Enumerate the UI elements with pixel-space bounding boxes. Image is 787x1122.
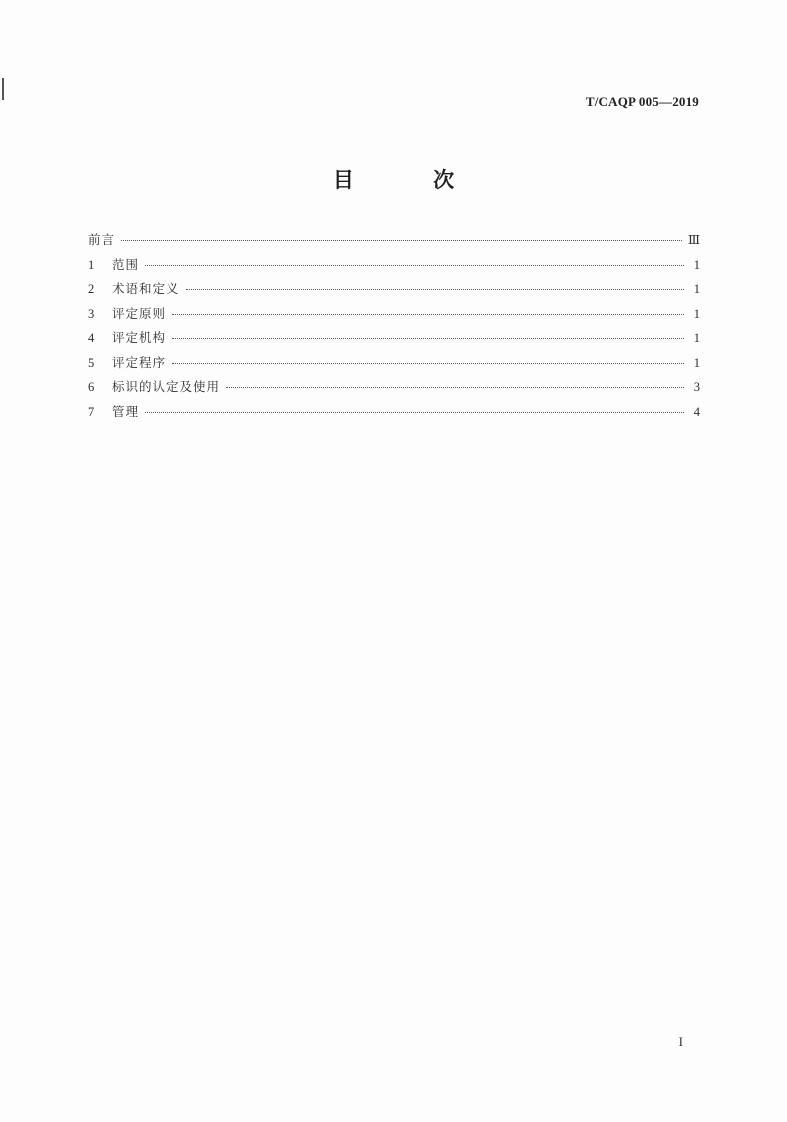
toc-entry-page: 1 xyxy=(693,331,700,345)
toc-entry-number: 5 xyxy=(88,355,95,370)
toc-entry-number: 6 xyxy=(88,380,95,394)
toc-entry-number: 7 xyxy=(88,404,95,419)
page-number: I xyxy=(678,1034,683,1049)
toc-entry-label: 范围 xyxy=(112,256,140,272)
toc-entry-institution[interactable] xyxy=(88,328,700,353)
toc-entry-label: 术语和定义 xyxy=(112,281,180,296)
toc-entry-page: 1 xyxy=(693,282,700,296)
toc-leader-dots xyxy=(172,338,684,339)
toc-entry-page: 3 xyxy=(693,380,700,394)
toc-entry-page: 4 xyxy=(693,404,700,419)
toc-leader-dots xyxy=(145,265,684,266)
toc-leader-dots xyxy=(172,363,684,364)
toc-entry-page: 1 xyxy=(693,355,700,370)
toc-leader-dots xyxy=(226,387,684,388)
toc-entry-label: 前言 xyxy=(88,232,116,247)
table-of-contents xyxy=(88,230,700,426)
toc-entry-page: 1 xyxy=(693,257,700,272)
toc-title: 目 次 xyxy=(332,168,491,192)
toc-entry-terms[interactable] xyxy=(88,279,700,304)
toc-entry-number: 1 xyxy=(88,257,95,272)
toc-entry-label: 评定机构 xyxy=(112,330,167,345)
document-code: T/CAQP 005—2019 xyxy=(585,94,699,109)
toc-leader-dots xyxy=(186,289,684,290)
toc-entry-number: 4 xyxy=(88,331,95,345)
toc-entry-label: 评定原则 xyxy=(112,305,167,321)
toc-entry-page: 1 xyxy=(693,306,700,321)
toc-leader-dots xyxy=(145,412,684,413)
toc-entry-label: 评定程序 xyxy=(112,354,167,370)
toc-entry-scope[interactable] xyxy=(88,255,700,280)
toc-entry-procedure[interactable] xyxy=(88,353,700,378)
toc-entry-marking[interactable] xyxy=(88,377,700,402)
toc-leader-dots xyxy=(121,240,682,241)
toc-entry-label: 管理 xyxy=(112,403,140,419)
toc-entry-number: 3 xyxy=(88,306,95,321)
toc-entry-management[interactable] xyxy=(88,402,700,427)
toc-entry-label: 标识的认定及使用 xyxy=(112,379,221,394)
toc-entry-number: 2 xyxy=(88,282,95,296)
toc-entry-foreword[interactable] xyxy=(88,230,700,255)
scan-artifact-mark xyxy=(2,78,4,100)
toc-leader-dots xyxy=(172,314,684,315)
toc-entry-principles[interactable] xyxy=(88,304,700,329)
toc-entry-page: Ⅲ xyxy=(687,233,700,247)
